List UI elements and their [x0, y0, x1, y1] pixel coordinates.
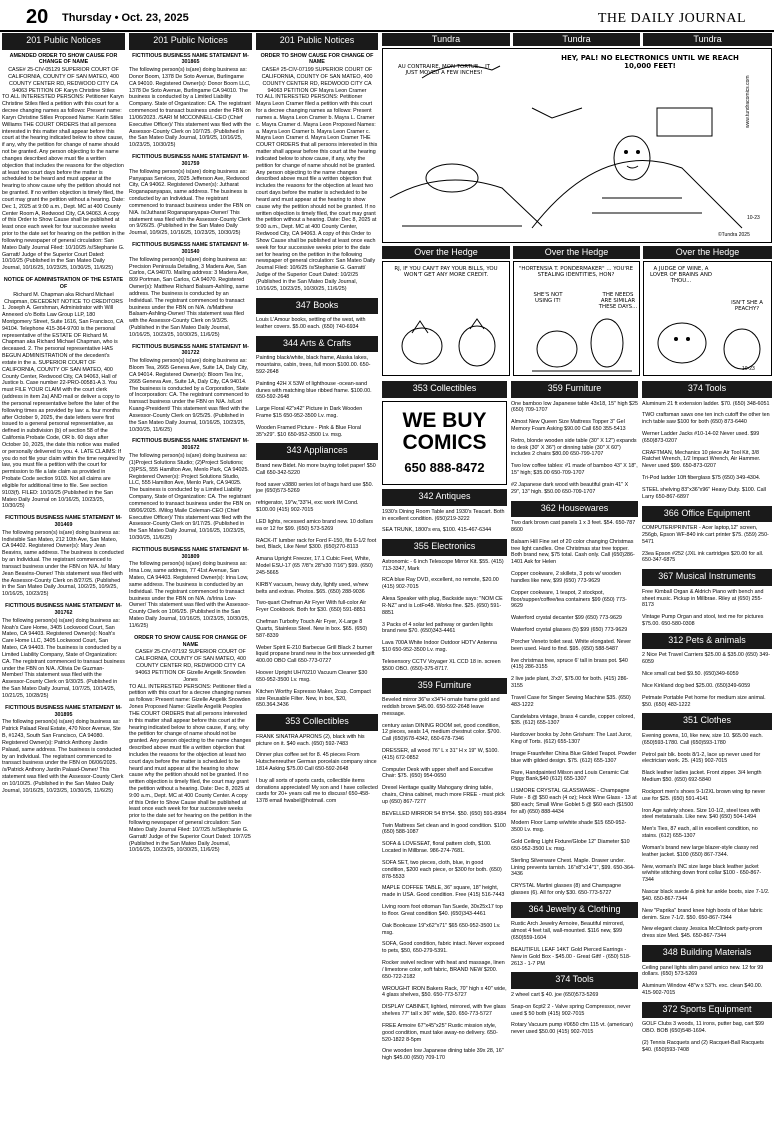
classified-ad: Aluminum Window 48"w x 53"h. exc. clean $40.00. 415-902-7015: [642, 983, 763, 996]
hedge-band-3: Over the Hedge: [643, 246, 772, 259]
classified-ad: Rotary Vacuum pump #0650 cfm 115 vt. (american) never used $50.00 (415) 902-7015: [511, 1022, 633, 1036]
classified-ad: Oak Bookcase 19"x62"x71" $65 650-952-3500 Lv. msg.: [382, 922, 501, 936]
classified-ad: DISPLAY CABINET, lighted, mirrored, with five glass shelves 77" tall x 36" wide, $20. 650-773-5727: [382, 1004, 506, 1018]
category-header: 374 Tools: [642, 381, 772, 398]
classified-ad: Dinner plus coffee set for 8. 45 pieces From Hutschenreuther German porcelain company since 1814 Asking $75.00 Call 650-592-2648: [256, 752, 377, 772]
classified-ad: New "Paprika" brand knee high boots of blue fabric denim. Size 7-1/2. $50. 650-867-7344: [642, 907, 763, 921]
tundra-caption: HEY, PAL! NO ELECTRONICS UNTIL WE REACH 10,000 FEET!: [561, 54, 739, 71]
category-header: 201 Public Notices: [129, 33, 252, 50]
classified-ad: (2) Tennis Racquets and (2) Racquet-Ball Racquets $40. (650)593-7408: [642, 1039, 764, 1053]
classified-ad: Aluminum 21 ft extension ladder. $70. (650) 348-6051: [642, 400, 770, 407]
legal-notice: [129, 242, 252, 339]
category-header: 312 Pets & animals: [642, 633, 772, 650]
notice-body: TO ALL INTERESTED PERSONS: Petitioner filed a petition with this court for a decree changing names as follows: Present name: Gizelle Angelik Snowden Jones Proposed Name: Gizelle Angelik Peoples THE COURT ORDERS that all persons interested in this matter shall appear before this court at the hearing indicated below to show cause, if any, why the petition for change of name should not be granted. Any person objecting to the name changes described above must file a written objection that includes the reasons for the objection at least two court days before the matter is scheduled to be heard and must appear at the hearing to show cause why the petition should not be granted. If no written objection is timely filed, the court may grant the petition without a hearing. Date: Dec 8, 2025 at 9:00 a.m., Dept. MC at 400 County Center. A copy of this Order to Show Cause shall be published at least once each week for four successive weeks prior to the date set for hearing on the petition in the following newspaper of general circulation: San Mateo Daily Journal Filed: 10/7/25 /s/Stephanie G. Garratt/ Judge of the Superior Court Dated: 10/7/25 (Published in the San Mateo Daily Journal, 10/16/25, 10/23/25, 10/30/25, 11/6/25): [129, 683, 252, 854]
classified-ad: Large Floral 42"x42" Picture in Dark Wooden Frame $15 650-952-3500 Lv. msg.: [256, 406, 363, 419]
hedge-panel3-text: A JUDGE OF WINE, A LOVER OF BRAINS AND THOU...: [649, 266, 713, 285]
column-5-classifieds: [511, 381, 638, 1130]
classified-ad: Vintage Pump Organ and stool, text me for pictures $75.00. 650-580-0308: [642, 614, 764, 628]
hedge-band-2: Over the Hedge: [513, 246, 640, 259]
notice-title: FICTITIOUS BUSINESS NAME STATEMENT M-301759: [132, 154, 249, 167]
classified-ad: Lava 700A White Indoor Outdoor HDTV Antenna $10 650-952-3500 Lv. msg.: [382, 640, 497, 654]
classified-ad: GOLF Clubs 3 woods, 11 irons, putter bag, cart $99 OBO. BOB (650)548-1694.: [642, 1021, 764, 1035]
classified-ad: Sterling Silverware Chest. Maple. Drawer under. Lining prevents tarnish. 16"x8"x14"1", $99. 650-364-3436: [511, 857, 635, 878]
classified-ad: Kitchen Worthy Espresso Maker, 2cup. Compact size Reusable Filter. New, in box, $20, 650.364.3436: [256, 688, 371, 709]
we-buy-line: WE BUY: [402, 408, 487, 432]
notice-title: FICTITIOUS BUSINESS NAME STATEMENT M-301722: [132, 343, 249, 357]
classified-ad: Woman's brand new large blazer-style classy red leather jacket. $100 (650) 867-7344.: [642, 844, 759, 858]
classified-ad: FRANK SINATRA APRONS (2), black with his picture on it. $40 each. (650) 592-7483: [256, 733, 365, 747]
classified-ad: Waterford crystal decanter $99 (650) 773-9629: [511, 615, 622, 622]
category-header: 372 Sports Equipment: [642, 1002, 772, 1019]
classified-ad: Evening gowns, 10, like new, size 10. $65.00 each. (650)593-1780. Call (650)593-1780: [642, 732, 763, 746]
notice-case-info: CASE# 25-CIV-05129 SUPERIOR COURT OF CALIFORNIA, COUNTY OF SAN MATEO, 400 COUNTY CENTER RD, REDWOOD CITY CA 94063 PETITION OF Karyn Christine Stiles: [8, 67, 119, 94]
category-header: 362 Housewares: [511, 501, 638, 518]
notice-body: The following person(s) is(are) doing business as: (1)Project Solutions Studio; (2)Project Solutions; (3)PSS, 555 Hamilton Ave, Menlo Park, CA 94025. Registered Owner(s): Project Solutions Studio, LLC, 555 Hamilton Ave, Menlo Park, CA 94025. The business is conducted by a Limited Liability Company, State of Organization: CA. The registrant commenced to transact business under the FBN on 08/06/2025. /Milog Maile Coleman-CEO (Chief Executive Officer)/ This statement was filed with the Assessor-County Clerk on 9/17/25. (Published in the San Mateo Daily Journal, 10/16/25, 10/23/25, 10/30/25, 11/6/25): [129, 453, 252, 541]
column-4-classifieds: [382, 381, 507, 1130]
classified-ad: Two dark brown cast panels 1 x 3 feet. $54. 650-787 8600: [511, 520, 636, 533]
issue-date: Thursday • Oct. 23, 2025: [62, 12, 189, 24]
classified-ad: WROUGHT IRON Bakers Rack, 70" high x 40" wide, 4 glass shelves, $50. 650-773-5727: [382, 985, 507, 999]
classified-ad: Nice small cat bed $9.50. (650)349-6059: [642, 671, 739, 678]
hedge-panel2-text: "HORTENSIA T. PONDERMAKER" ... YOU'RE STEALING IDENTITIES, HON?: [518, 266, 634, 279]
classified-ad: Free Kimball Organ & Aldrich Piano with bench and sheet music. Pickup in Millbrae. Riley at (650) 255-8173: [642, 588, 764, 609]
notice-title: FICTITIOUS BUSINESS NAME STATEMENT M-301865: [132, 52, 249, 66]
classified-ad: TWO craftsman saws one ten inch cutoff the other ten inch table saw $100 for both (650) 873-6440: [642, 412, 770, 426]
classified-ad: Louis L'Amour books, settling of the west, with leather covers. $5.00 each. (650) 740-6934: [256, 317, 366, 330]
classified-ad: Retro, blonde wooden side table (30" X 12") expands to desk (30" X 36") or dinning table (30" X 60") includes 2 chairs $80.00 650-799-1707: [511, 437, 637, 458]
tundra-sign: AU CONTRAIRE, MON TORTUE... IT JUST MOVED A FEW INCHES!: [398, 64, 490, 77]
notice-title: FICTITIOUS BUSINESS NAME STATEMENT M-301762: [5, 603, 122, 616]
we-buy-comics-ad: [382, 401, 507, 486]
classified-ad: LISMORE CRYSTAL GLASSWARE - Champagne Flute - 8 @ $50 each (4 oz); Hock Wine Glass - 13 at $80 each; Small Wine Goblet 5 @ $60 each ($1500 for all) (650) 888-4434: [511, 788, 637, 815]
newspaper-name: THE DAILY JOURNAL: [597, 11, 746, 26]
category-header: 364 Jewelry & Clothing: [511, 902, 638, 919]
category-header: 353 Collectibles: [256, 714, 378, 731]
classified-ad: Nascar black suede & pink fur ankle boots, size 7-1/2. $40. 650-867-7344: [642, 889, 770, 902]
notice-title: FICTITIOUS BUSINESS NAME STATEMENT M-301540: [132, 242, 249, 255]
legal-notice: [129, 547, 252, 630]
classified-ad: CRAFTMAN, Mechanics 10 piece Air Tool Kit, 3/8 Ratchet Wrench, 1/2 Impact Wrench, Air Hammer. Never used $99. 650-873-0207: [642, 449, 761, 470]
notice-title: ORDER TO SHOW CAUSE FOR CHANGE OF NAME: [134, 634, 247, 648]
classified-ad: Waterford crystal glasses (5) $99 (650) 773-9629: [511, 627, 628, 634]
classified-ad: BEAUTIFUL LEAF 14KT Gold Pierced Earrings - New in Gold Box - $45.00 - Great Gift! - (650) 518-2613 - 1-7 PM: [511, 946, 631, 967]
legal-notice: [2, 515, 125, 598]
classified-ad: Beveled mirror 36"w x34"H ornate frame gold and reddish brown $45.00. 650-592-2648 leave message.: [382, 697, 500, 717]
notice-case-info: Richard M. Chapman aka Richard Michael Chapman, DECEDENT NOTICE TO CREDITORS: [4, 291, 123, 305]
notice-body: TO ALL INTERESTED PERSONS: Petitioner Karyn Christine Stiles filed a petition with this court for a decree changing names as follows: Present name: Karyn Christine Stiles Proposed Name: Karin Stiles Williams THE COURT ORDERS that all persons interested in this matter shall appear before this court at the hearing indicated below to show cause, if any, why the petition for change of name should not be granted. Any person objecting to the name changes described above must file a written objection that includes the reasons for the objection at least two court days before the matter is scheduled to be heard and must appear at the hearing to show cause why the petition should not be granted. If no written objection is timely filed, the court may grant the petition without a hearing. Date: Dec 1, 2025 at 9:00 a.m., Dept. MC at 400 County Center Room A, Redwood City, CA 94063. A copy of this Order to Show Cause shall be published at least once each week for four successive weeks prior to the date set for hearing on the petition in the following newspaper of general circulation: San Mateo Daily Journal Filed: 10/10/25 /s/Stephanie G. Garratt/ Judge of the Superior Court Dated: 10/10/25 (Published in the San Mateo Daily Journal, 10/16/25, 10/23/25, 10/30/25, 11/6/25): [2, 94, 125, 272]
classified-ad: MAPLE COFFEE TABLE, 36" square, 18" height, made in USA. Good condition. Free (415) 516-7443: [382, 885, 505, 899]
notice-body: The following person(s) is(are) doing business as: Donor Boom, 1378 De Soto Avenue, Burlingame CA 94010. Registered Owner(s): Donor Boom LLC, 1378 De Soto Avenue, Burlingame CA 94010. The business is conducted by a Limited Liability Company. State of Organization: CA. The registrant commenced to transact business under the FBN on 11/06/2023. /SARI M MCCONNELL-CEO (Chief Executive Officer)/ This statement was filed with the Assessor-County Clerk on 10/7/25. (Published in the San Mateo Daily Journal, 10/9/25, 10/16/25, 10/23/25, 10/30/25): [129, 67, 252, 149]
notice-case-info: CASE# 25-CIV-07199 SUPERIOR COURT OF CALIFORNIA, COUNTY OF SAN MATEO, 400 COUNTY CENTER RD, REDWOOD CITY CA 94063 PETITION OF Mayra Leon Cramer: [261, 67, 373, 94]
classified-ad: Balsam Hill Fine set of 20 color changing Christmas tree light candles. One Christmas star tree topper. Both brand new, $75 total. Cash only. Call (650)286-1401 Ask for Helen: [511, 538, 635, 566]
classified-ad: Two low coffee tables: #1 made of bamboo 43" X 18", 15" high; $35.00 650-709-1707: [511, 463, 638, 477]
notice-title: ORDER TO SHOW CAUSE FOR CHANGE OF NAME: [260, 52, 374, 66]
classified-ad: SOFA, Good condition, fabric intact. Never exposed to pets, $50, 650-279-5391.: [382, 941, 505, 955]
category-header: 359 Furniture: [382, 678, 507, 695]
tundra-site: www.tundracomics.com: [745, 75, 751, 128]
classified-ad: Almost New Queen Size Mattress Topper 3" Gel Memory Foam Asking $90.00 Call 650 355-5413: [511, 419, 626, 432]
classified-ad: Iron Age safety shoes. Size 10-1/2, steel toes with steel metatarsals. Like new. $40 (650) 504-1494: [642, 807, 761, 821]
classified-ad: Petmate Portable Pet home for medium size animal. $50. (650) 483-1222: [642, 694, 766, 708]
hedge-panel1-text: RJ, IF YOU CAN'T PAY YOUR BILLS, YOU WON'T GET ANY MORE CREDIT.: [394, 266, 498, 279]
classified-ad: KIRBY vacuum, heavy duty, lightly used, w/new belts and extras. Photos. $65. (650) 288-9036: [256, 581, 369, 595]
category-header: 353 Collectibles: [382, 381, 507, 398]
category-header: 201 Public Notices: [2, 33, 125, 50]
hedge-panel2b-text: SHE'S NOT USING IT!: [533, 292, 563, 305]
classified-ad: live christmas tree, spruce 6' tall in brass pot. $40 (415) 286-3155: [511, 657, 628, 671]
legal-notice: [2, 277, 125, 510]
classified-ad: Nice Kirkland dog bed $25.00. (650)349-6059: [642, 682, 751, 689]
classified-ad: RACK-IT lumber rack for Ford F-150, fits 6-1/2 foot bed, Black, Like New! $300. (650)270-8113: [256, 537, 377, 551]
notice-case-info: CASE# 25-CIV-07192 SUPERIOR COURT OF CALIFORNIA, COUNTY OF SAN MATEO, 400 COUNTY CENTER RD, REDWOOD CITY CA 94063 PETITION OF Gizelle Angelik Snowden Jones: [135, 649, 246, 683]
classified-ad: Drexel Heritage quality Mahogany dining table, chairs, China cabinet, much more FREE - must pick up (650) 867-7277: [382, 785, 505, 805]
classified-ad: Candelabra vintage, brass 4 candle, copper colored, $35. (612) 655-1307: [511, 713, 635, 727]
legal-notice: [129, 438, 252, 541]
notice-body: 1. Joseph A. Gershman, Administrator with Will Annexed c/o Botts Law Group LLP, 180 Montgomery Street, Suite 1616, San Francisco, CA 94104. Telephone 415-364-9700 is the personal representative of the ESTATE OF Richard M. Chapman aka Richard Michael Chapman, who is deceased. 2. The personal representative HAS BEGUN ADMINISTRATION of the decedent's estate in the a. SUPERIOR COURT OF CALIFORNIA, COUNTY OF SAN MATEO, 400 County Center, Redwood City, CA 94063, Hall of Justice b. Case number 22-PRO-00581-A 3. You must FILE YOUR CLAIM with the court clerk (address in item 2a) AND mail or deliver a copy to the personal representative before the later of the following times as provided by law: a. four months after October 9, 2025, the date letters were first issued to a general personal representative, as defined in subdivision (b) of section 58 of the California Probate Code, OR b. 60 days after October 10, 2025, the date this notice was mailed or personally delivered to you. 4. LATE CLAIMS: If you do not file your claim within the time required by law, you must file a petition with the court for permission to file a late claim as provided in Probate Code section 9103. Not all claims are eligible for additional time to file. See section 9103(f). FILED: 10/10/25 (Published in the San Mateo Daily Journal on 10/16/25, 10/23/25, 10/30/25): [2, 305, 125, 510]
classified-ad: CRYSTAL Martini glasses (8) and Champagne glasses (6). All for only $30. 650-773-5727: [511, 883, 622, 897]
classified-ad: Chefman Turbofry Touch Air Fryer, X-Large 8 Quarts, Stainless Steel. New in box. $65. (650) 587-8339: [256, 619, 368, 639]
classified-ad: Alexa Speaker with plug, Backside says: "NOM CE R-NZ" and is LotFo48. Works fine. $25. (650) 591-8851: [382, 596, 503, 616]
classified-ad: Werner Ladder Jacks #10-14-02 Never used. $99 (650)873-0207: [642, 431, 760, 444]
classified-ad: 23ea Epson #252 (JXL ink cartridges $20.00 for all. 650-347-6875: [642, 550, 764, 564]
hedge-band-1: Over the Hedge: [382, 246, 510, 259]
classified-ad: 2 Nice Pet Travel Carriers $25.00 & $35.00 (650) 349-6059: [642, 652, 771, 666]
legal-notice: [256, 53, 378, 293]
classified-ad: Rustic Arch Jewelry Armoire, Beautiful mirrored, almost 4 feet tall, wall-mounted. $116 new, $99 (650)559-1604: [511, 921, 625, 942]
notice-body: The following person(s) is(are) doing business as: Irina Low, same address, 77 41st Avenue, San Mateo, CA 94403. Registered Owner(s): Irina Low, same address. The business is conducted by an Individual. The registrant commenced to transact business under the FBN on N/A. /s/Irina Low-Owner/ This statement was filed with the Assessor-County Clerk on 10/6/25. (Published in the San Mateo Daily Journal, 10/16/25, 10/23/25, 10/30/25, 11/6/25): [129, 561, 250, 629]
classified-ad: SOFA & LOVESEAT, floral pattern cloth, $100. Located in Millbrae. 986-274-7681.: [382, 841, 492, 855]
notice-body: The following person(s) is(are) doing business as: Bloom Tea, 2665 Geneva Ave, Suite 1A, Daly City, CA 94014. Registered Owner(s): Bloom Tea Inc, 2665 Geneva Ave, Suite 1A, Daly City, CA 94014. The business is conducted by a Corporation, State of Incorporation: CA. The registrant commenced to transact business under the FBN on N/A. /s/Lori Kuang-President/ This statement was filed with the Assessor-County Clerk on 9/25/25. (Published in the San Mateo Daily Journal, 10/16/25, 10/23/25, 10/30/25, 11/6/25): [129, 358, 249, 433]
classified-ad: Painting black/white, black frame, Alaska lakes, mountains, cabin, trees, full moon $100.00. 650-592-2648: [256, 355, 371, 375]
classified-ad: DRESSER, all wood 76" L x 31" H x 19" W, $100. (415) 672-0852: [382, 748, 499, 761]
page-header: [0, 0, 774, 32]
classified-ad: 3 Packs of 4 solar led pathway or garden lights brand new $70. (650)343-4461: [382, 621, 493, 635]
legal-notice: [129, 635, 252, 855]
legal-notice: [129, 53, 252, 150]
classified-ad: Twin Mattress Set clean and in good condition. $100 (650) 588-1087: [382, 822, 506, 836]
classified-ad: Snap-on 6cpt2 2 - Valve spring Compressor, never used $ 50 both (415) 902-7015: [511, 1003, 631, 1017]
classified-ad: Amana Upright Freezer, 17.1 Cubic Feet, White, Model ESU-17 (65 7/8"x 28"x30 7/16") $99. (650) 245-5665: [256, 556, 373, 576]
classified-ad: FREE Armoire 67"x45"x25" Rustic mission style, good condition, must take away-no delivery. 650-520-1822 8-5pm: [382, 1022, 498, 1043]
classified-ad: Hardcover books by John Grisham: The Last Juror, King of Torts. (612) 655-1307: [511, 732, 632, 746]
classified-ad: Rocker swivel recliner with heat and massage, linen / limestone color, soft fabric, BRAND NEW $200. 650-722-2182: [382, 960, 505, 980]
notice-body: The following person(s) is(are) doing business as: Patrick Palaad Real Estate, 470 Noor Avenue, Ste B, #1243, South San Francisco, CA 94080. Registered Owner(s): Patrick Anthony Jardin Palaad, same address. The business is conducted by an Individual. The registrant commenced to transact business under the FBN on 06/06/2025. /s/Patrick Anthony Jardin Palaad-Owner/ This statement was filed with the Assessor-County Clerk on 10/10/25. (Published in the San Mateo Daily Journal, 10/16/25, 10/23/25, 10/30/25, 11/6/25): [2, 719, 124, 794]
column-6-classifieds: [642, 381, 772, 1130]
tundra-band-3: Tundra: [643, 33, 772, 46]
classified-ad: refrigerator, 19"w,"33"H, exc work IM Cond. $100.00 (415) 902-7015: [256, 500, 359, 514]
classified-ad: COMPUTER/PRINTER - Acer laptop,12" screen, 256gb, Epson WF-840 ink cart printer $75. (559) 250-5471: [642, 525, 769, 545]
classified-ad: Ceiling panel lights slim panel amico new. 12 for 99 dollars. (650) 573-5269: [642, 964, 764, 978]
column-1-public-notices: [2, 33, 125, 1130]
tundra-panel-art: [382, 48, 772, 243]
hedge-panel2c-text: THE NEEDS ARE SIMILAR THESE DAYS...: [598, 292, 638, 311]
page-number: 20: [26, 6, 49, 28]
classified-ad: Hoover Upright UH70210 Vacuum Cleaner $30 650-952-3500 Lv. msg.: [256, 670, 368, 683]
column-3-public-notices: [256, 33, 378, 1130]
classified-ad: Astronomic - 6 inch Telescope Mirror Kit. $55. (415) 713-3347, Mark: [382, 558, 504, 572]
legal-notice: [2, 53, 125, 273]
classified-ad: Rare, Handpainted Milson and Louis Ceramic Cat Piggy Bank,$40 (612) 655-1307: [511, 769, 629, 783]
classified-ad: SEA TRUNK, 1800's era, $100. 415-467-6344: [382, 527, 492, 534]
legal-notice: [2, 603, 125, 700]
classified-ad: Two-quart Chefman Air Fryer With full-color Air Fryer Cookbook. Both for $30. (650) 591-8851: [256, 600, 367, 614]
classified-ad: Copper cookware, 2 skillets, 3 pots w/ wooden handles like new, $99 (650) 773-9629: [511, 571, 621, 584]
category-header: 343 Appliances: [256, 443, 378, 460]
classified-ad: Wooden Framed Picture - Pink & Blue Floral 35"x29". $10 650-952-3500 Lv. msg.: [256, 424, 362, 438]
classified-ad: One wooden low Japanese dining table 39x 28, 16" high $45.00 (650) 709-170: [382, 1048, 504, 1062]
category-header: 367 Musical Instruments: [642, 569, 772, 586]
category-header: 351 Clothes: [642, 713, 772, 730]
classified-ad: Painting 42H X 53W of lighthouse -ocean-sand dunes with matching blue ribbed frame. $100.00. 650-592-2648: [256, 380, 372, 401]
classified-ad: 1930's Dining Room Table and 1930's Teacart. Both in excellent condition. (650)219-3222: [382, 508, 505, 522]
classified-ad: Copper cookware, 1 teapot, 2 stockpot, floor/supper/coffee/tea containers $99 (650) 773-9629: [511, 589, 627, 610]
category-header: 201 Public Notices: [256, 33, 378, 50]
classified-ad: BEVELLED MIRROR 54 BY54. $50. (650) 591-8984: [382, 810, 507, 817]
category-header: 355 Electronics: [382, 539, 507, 556]
classified-ad: Men's Ties, 87 each, all in excellent condition, no stains. (612) 655-1307: [642, 826, 758, 840]
classified-ad: I buy all sorts of sports cards, collectible items donations appreciated! My son and I have collected cards for 20+ years call me to discuss! 650-458-1378 email hwabel@hotmail. com: [256, 777, 378, 805]
notice-body: The following person(s) is(are) doing business as: Panyapas Services, 2025 Jefferson Ave, Redwood City, CA 94062. Registered Owner(s): Jutharat Roganapanyapas, same address. The business is conducted by an Individual. The registrant commenced to transact business under the FBN on N/A. /s/Jutharat Roganapanyapas-Owner/ This statement was filed with the Assessor-County Clerk on 9/26/25. (Published in the San Mateo Daily Journal, 10/9/25, 10/16/25, 10/23/25, 10/30/25): [129, 168, 251, 237]
hedge-date: 10-23: [742, 366, 755, 372]
column-2-public-notices: [129, 33, 252, 1130]
classified-ad: Weber Spirit E-210 Barbecue Grill Black 2 burner liquid propane brand new in the box unneeded gift 400.00 OBO Call 650-773-0727: [256, 644, 375, 665]
hedge-panel3b-text: ISN'T SHE A PEACHY?: [731, 300, 763, 313]
classified-ad: Living room foot ottoman Tan Suede, 30x25x17 top to floor. Great condition $40. (650)343-4461: [382, 904, 503, 917]
tundra-band-2: Tundra: [513, 33, 640, 46]
tundra-date: 10-23: [747, 215, 760, 221]
notice-title: AMENDED ORDER TO SHOW CAUSE FOR CHANGE OF NAME: [9, 52, 118, 66]
classified-ad: Travel Case for Singer Sewing Machine $35. (650) 483-1222: [511, 694, 631, 708]
classified-ad: RCA blue Ray DVD, excellent, no remote, $20.00 (415) 902-7015: [382, 577, 499, 591]
tundra-credit: ©Tundra 2025: [718, 232, 750, 238]
tundra-band-1: Tundra: [382, 33, 510, 46]
classified-ad: Gold Ceiling Light Fixture/Globe 12" Diameter $10 650-952-3500 Lv. msg.: [511, 839, 630, 852]
classified-ad: LED lights, recessed amico brand new. 10 dollars ea or 12 for $99. (650) 573-5269: [256, 518, 374, 532]
classified-ad: 2 wheel cart $ 40. joe (650)573-5269: [511, 991, 599, 998]
notice-body: The following person(s) is(are) doing business as: Indivisible San Mateo, 212 10th Ave, San Mateo, CA 94402. Registered Owner(s): Mary Jean Beavins, same address. The business is conducted by an Individual. The registrant commenced to transact business under the FBN on N/A. /s/ Mary Jean Beavins-Owner/ This statement was filed with the Assessor-County Clerk on 8/27/25. (Published in the San Mateo Daily Journal, 10/2/25, 10/9/25, 10/16/25, 10/23/25): [2, 529, 124, 598]
category-header: 359 Furniture: [511, 381, 638, 398]
classified-ad: STEEL shelving 83"x36"x96" Heavy Duty. $100. Call Larry 650-867-6897: [642, 486, 766, 500]
notice-title: FICTITIOUS BUSINESS NAME STATEMENT M-301895: [5, 704, 122, 718]
category-header: 374 Tools: [511, 972, 638, 989]
classified-ad: Tri-Pod ladder 10ft fiberglass $75 (650) 349-4304.: [642, 475, 761, 482]
category-header: 344 Arts & Crafts: [256, 336, 378, 353]
comics-line: COMICS: [402, 430, 487, 454]
classified-ad: Petrol pair blk. boots 8/1-2, lace up never used for electrician work. 25. (415) 902-7015: [642, 751, 761, 765]
classified-ad: Computer Desk with upper shelf and Executive Chair: $75. (650) 954-0650: [382, 766, 494, 780]
classified-ad: Image Fraunfelter China Blue Gilded Teapot. Powder blue with gilded design. $75. (612) 655-1307: [511, 750, 637, 764]
notice-title: FICTITIOUS BUSINESS NAME STATEMENT M-301672: [132, 438, 249, 452]
notice-body: The following person(s) is(are) doing business as: Noah's Care Home, 3405 Lockwood Court, San Mateo, CA 94403. Registered Owner(s): Noah's Care Home LLC, 3405 Lockwood Court, San Mateo, CA 94403. The business is conducted by a Limited Liability Company, State of Organization: CA. The registrant commenced to transact business under the FBN on N/A. /Olivia De Guzman-Member/ This statement was filed with the Assessor-County Clerk on 9/30/25. (Published in the San Mateo Daily Journal, 10/7/25, 10/14/25, 10/21/25, 10/28/25): [2, 617, 125, 699]
classified-ad: Brand new Bidet. No more buying toilet paper! $50 Call 650-342-5220: [256, 462, 376, 476]
classified-ad: century asian DINING ROOM set, good condition, 12 pieces, seats 14, medium chestnut color. $700. Call (650)678-4342, 650-678-7346: [382, 722, 501, 743]
classified-ad: Telesensory CCTV Voyager XL CCD 18 in. screen $500 OBO. (650)-375-8717.: [382, 658, 501, 672]
notice-title: FICTITIOUS BUSINESS NAME STATEMENT M-301469: [5, 515, 122, 528]
category-header: 342 Antiques: [382, 489, 507, 506]
notice-title: NOTICE OF ADMINISTRATION OF THE ESTATE OF: [3, 277, 124, 290]
classified-ad: food saver v3880 series lot of bags hard use $50. joe (650)573-5269: [256, 481, 374, 495]
classified-ad: New, woman's INC size large black leather jacket w/white stitching down front collar $100 - 650-867-7344: [642, 863, 762, 884]
classified-ad: 2 live jade plant, 3'x3', $75.00 for both. (415) 286-3155: [511, 676, 629, 690]
classified-ad: New elegant classy Jessica McClintock party-prom dress size Med. $45. 650-867-7344: [642, 926, 763, 940]
classified-ad: Black leather ladies jacket. Front zipper. 3/4 length Medium $50. (650) 692-5840: [642, 770, 762, 784]
classified-ad: Porcher Veneto toilet seat. White elongated. Never been used. Hard to find. $95. (650) 588-5487: [511, 638, 632, 652]
ad-phone: 650 888-8472: [404, 459, 485, 475]
notice-body: TO ALL INTERESTED PERSONS: Petitioner Mayra Leon Cramer filed a petition with this court for a decree changing names as follows: Present names a. Mayra Leon Cramer b. Mayra L. Cramer c. Mayra Cramer d. Mayra Leon Proposed Names: a. Mayra Leon Cramer b. Mayra Leon Cramer c. Mayra Leon Cramer d. Mayra Leon Cramer THE COURT ORDERS that all persons interested in this matter shall appear before this court at the hearing indicated below to show cause, if any, why the petition for change of name should not be granted. Any person objecting to the name changes described above must file a written objection that includes the reasons for the objection at least two court days before the matter is scheduled to be heard and must appear at the hearing to show cause why the petition should not be granted. If no written objection is timely filed, the court may grant the petition without a hearing. Date: Dec 8, 2025 at 9:00 a.m., Dept. MC at 400 County Center, Redwood City, CA 94063. A copy of this Order to Show Cause shall be published at least once each week for four successive weeks prior to the date set for hearing on the petition in the following newspaper of general circulation: San Mateo Daily Journal Filed: 10/6/25 /s/Stephanie G. Garratt/ Judge of the Superior Court Dated: 10/2/25 (Published in the San Mateo Daily Journal, 10/16/25, 10/23/25, 10/30/25, 11/6/25): [256, 94, 378, 292]
category-header: 347 Books: [256, 298, 378, 315]
legal-notice: [2, 705, 125, 795]
classified-ad: #2 Japanese dark wood with beautiful grain 41" X 29", 13" high. $50.00 650-709-1707: [511, 481, 629, 495]
legal-notice: [129, 154, 252, 237]
classified-ad: SOFA SET, two pieces, cloth, blue, in good condition, $200 each piece, or $300 for both. (650) 878-5533: [382, 859, 502, 880]
legal-notice: [129, 344, 252, 434]
category-header: 366 Office Equipment: [642, 506, 772, 523]
classified-ad: Modern Floor Lamp w/white shade $15 650-952-3500 Lv. msg.: [511, 820, 627, 834]
category-header: 348 Building Materials: [642, 945, 772, 962]
classified-ad: Rockport men's shoes 9-1/2XL brown wing tip never use for $25. (650) 591-4141: [642, 788, 766, 802]
notice-title: FICTITIOUS BUSINESS NAME STATEMENT M-301809: [132, 546, 249, 560]
classified-ad: One bamboo low Japanese table 43x18, 15" high $25 (650) 709-1707: [511, 400, 638, 414]
notice-body: The following person(s) is(are) doing business as: Precision Peninsula Detailing, 3 Madera Ave, San Carlos, CA 94070. Mailing address: 3 Madera Ave, 809 Portman, San Carlos, CA 94070. Registered Owner(s): Matthew Richard Balsam-Ashling, same address. The business is conducted by an Individual. The registrant commenced to transact business under the FBN on N/A. /s/Matthew Balsam-Ashling-Owner/ This statement was filed with the Assessor-County Clerk on 9/3/25. (Published in the San Mateo Daily Journal, 10/16/25, 10/23/25, 10/30/25, 11/6/25): [129, 256, 249, 338]
